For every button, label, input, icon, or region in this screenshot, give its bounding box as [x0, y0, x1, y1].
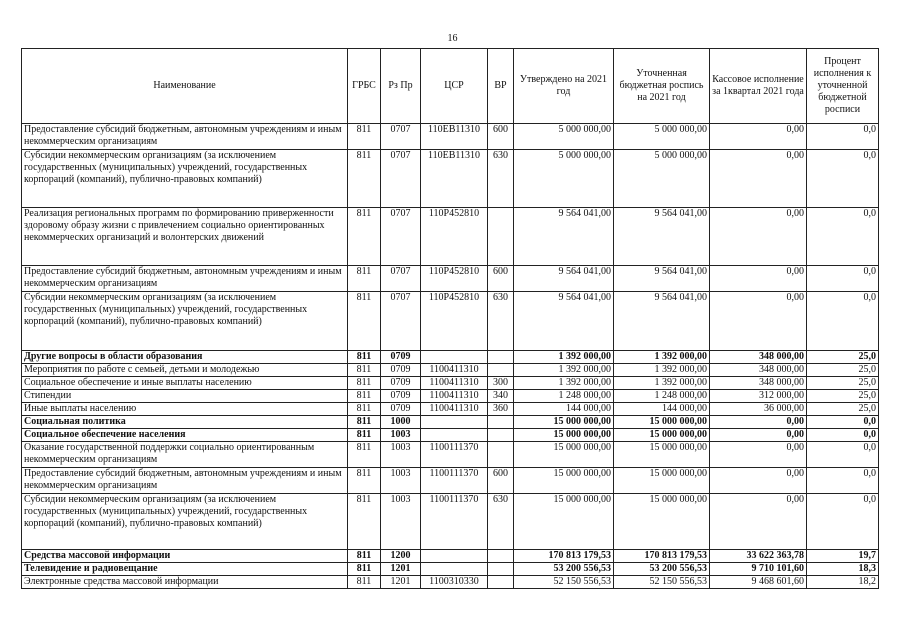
- row-approved: 1 392 000,00: [514, 377, 614, 390]
- table-row: [22, 550, 879, 563]
- row-grbs: 811: [348, 550, 381, 563]
- row-grbs: 811: [348, 429, 381, 442]
- row-csr: 110Р452810: [421, 292, 488, 351]
- row-name: Электронные средства массовой информации: [22, 576, 348, 589]
- row-approved: 1 392 000,00: [514, 351, 614, 364]
- row-grbs: 811: [348, 390, 381, 403]
- row-vr: 630: [488, 494, 514, 550]
- table-row: [22, 442, 879, 468]
- table-row: [22, 403, 879, 416]
- row-grbs: 811: [348, 364, 381, 377]
- row-refined: 1 392 000,00: [614, 377, 710, 390]
- row-refined: 15 000 000,00: [614, 416, 710, 429]
- row-vr: [488, 364, 514, 377]
- row-name: Социальное обеспечение и иные выплаты населению: [22, 377, 348, 390]
- row-name: Субсидии некоммерческим организациям (за исключением государственных (муниципальных) учреждений, государственных корпораций (компаний), публично-правовых компаний): [22, 292, 348, 351]
- row-name: Субсидии некоммерческим организациям (за исключением государственных (муниципальных) учреждений, государственных корпораций (компаний), публично-правовых компаний): [22, 150, 348, 208]
- row-refined: 52 150 556,53: [614, 576, 710, 589]
- row-grbs: 811: [348, 576, 381, 589]
- row-csr: 1100411310: [421, 377, 488, 390]
- table-row: [22, 351, 879, 364]
- table-row: [22, 416, 879, 429]
- row-name: Социальное обеспечение населения: [22, 429, 348, 442]
- row-refined: 5 000 000,00: [614, 150, 710, 208]
- table-row: [22, 576, 879, 589]
- row-percent: 0,0: [807, 494, 879, 550]
- row-refined: 170 813 179,53: [614, 550, 710, 563]
- row-cash: 312 000,00: [710, 390, 807, 403]
- row-refined: 9 564 041,00: [614, 292, 710, 351]
- row-grbs: 811: [348, 351, 381, 364]
- row-percent: 18,2: [807, 576, 879, 589]
- row-csr: [421, 563, 488, 576]
- row-percent: 0,0: [807, 266, 879, 292]
- row-approved: 52 150 556,53: [514, 576, 614, 589]
- row-refined: 15 000 000,00: [614, 429, 710, 442]
- row-name: Другие вопросы в области образования: [22, 351, 348, 364]
- row-approved: 144 000,00: [514, 403, 614, 416]
- row-name: Оказание государственной поддержки социально ориентированным некоммерческим организациям: [22, 442, 348, 468]
- col-header-rzpr: Рз Пр: [381, 49, 421, 124]
- table-row: [22, 429, 879, 442]
- row-approved: 9 564 041,00: [514, 266, 614, 292]
- row-rzpr: 0709: [381, 403, 421, 416]
- row-cash: 0,00: [710, 208, 807, 266]
- row-cash: 0,00: [710, 292, 807, 351]
- row-rzpr: 1201: [381, 563, 421, 576]
- col-header-vr: ВР: [488, 49, 514, 124]
- table-row: [22, 390, 879, 403]
- row-name: Предоставление субсидий бюджетным, автономным учреждениям и иным некоммерческим организациям: [22, 266, 348, 292]
- row-csr: 110ЕВ11310: [421, 124, 488, 150]
- row-refined: 5 000 000,00: [614, 124, 710, 150]
- row-approved: 1 248 000,00: [514, 390, 614, 403]
- row-percent: 0,0: [807, 124, 879, 150]
- col-header-cash: Кассовое исполнение за 1квартал 2021 года: [710, 49, 807, 124]
- row-approved: 5 000 000,00: [514, 150, 614, 208]
- header-row: [22, 49, 879, 124]
- budget-table: [21, 48, 879, 589]
- row-name: Средства массовой информации: [22, 550, 348, 563]
- row-grbs: 811: [348, 377, 381, 390]
- col-header-name: Наименование: [22, 49, 348, 124]
- row-refined: 15 000 000,00: [614, 494, 710, 550]
- row-cash: 0,00: [710, 150, 807, 208]
- row-name: Субсидии некоммерческим организациям (за исключением государственных (муниципальных) учреждений, государственных корпораций (компаний), публично-правовых компаний): [22, 494, 348, 550]
- row-csr: 1100310330: [421, 576, 488, 589]
- row-vr: 340: [488, 390, 514, 403]
- row-refined: 15 000 000,00: [614, 468, 710, 494]
- row-name: Предоставление субсидий бюджетным, автономным учреждениям и иным некоммерческим организациям: [22, 468, 348, 494]
- row-vr: 630: [488, 292, 514, 351]
- row-grbs: 811: [348, 208, 381, 266]
- col-header-percent: Процент исполнения к уточненной бюджетной росписи: [807, 49, 879, 124]
- row-csr: 1100111370: [421, 442, 488, 468]
- row-refined: 1 392 000,00: [614, 351, 710, 364]
- row-approved: 15 000 000,00: [514, 494, 614, 550]
- row-grbs: 811: [348, 468, 381, 494]
- row-grbs: 811: [348, 124, 381, 150]
- row-rzpr: 1003: [381, 429, 421, 442]
- row-grbs: 811: [348, 563, 381, 576]
- row-cash: 0,00: [710, 429, 807, 442]
- row-grbs: 811: [348, 442, 381, 468]
- row-cash: 36 000,00: [710, 403, 807, 416]
- row-rzpr: 0709: [381, 364, 421, 377]
- row-percent: 0,0: [807, 150, 879, 208]
- row-approved: 53 200 556,53: [514, 563, 614, 576]
- row-vr: 600: [488, 266, 514, 292]
- row-rzpr: 1003: [381, 442, 421, 468]
- row-percent: 25,0: [807, 377, 879, 390]
- row-refined: 1 392 000,00: [614, 364, 710, 377]
- table-row: [22, 364, 879, 377]
- row-approved: 9 564 041,00: [514, 292, 614, 351]
- row-vr: [488, 429, 514, 442]
- row-name: Иные выплаты населению: [22, 403, 348, 416]
- row-csr: 1100111370: [421, 468, 488, 494]
- row-name: Реализация региональных программ по формированию приверженности здоровому образу жизни с привлечением социально ориентированных некоммерческих организаций и волонтерских движений: [22, 208, 348, 266]
- row-vr: 300: [488, 377, 514, 390]
- row-cash: 0,00: [710, 416, 807, 429]
- row-percent: 0,0: [807, 292, 879, 351]
- row-csr: 1100411310: [421, 390, 488, 403]
- row-rzpr: 0707: [381, 266, 421, 292]
- row-grbs: 811: [348, 494, 381, 550]
- row-csr: [421, 416, 488, 429]
- row-rzpr: 0707: [381, 292, 421, 351]
- row-cash: 0,00: [710, 442, 807, 468]
- table-row: [22, 124, 879, 150]
- col-header-grbs: ГРБС: [348, 49, 381, 124]
- row-approved: 5 000 000,00: [514, 124, 614, 150]
- row-vr: 600: [488, 468, 514, 494]
- row-cash: 9 710 101,60: [710, 563, 807, 576]
- row-approved: 170 813 179,53: [514, 550, 614, 563]
- row-csr: 1100411310: [421, 364, 488, 377]
- row-percent: 0,0: [807, 208, 879, 266]
- row-vr: [488, 416, 514, 429]
- row-vr: [488, 208, 514, 266]
- row-percent: 25,0: [807, 403, 879, 416]
- table-row: [22, 266, 879, 292]
- row-rzpr: 0707: [381, 208, 421, 266]
- row-csr: 110Р452810: [421, 208, 488, 266]
- row-rzpr: 1000: [381, 416, 421, 429]
- row-cash: 0,00: [710, 468, 807, 494]
- row-refined: 15 000 000,00: [614, 442, 710, 468]
- row-percent: 0,0: [807, 442, 879, 468]
- row-percent: 0,0: [807, 416, 879, 429]
- row-cash: 0,00: [710, 266, 807, 292]
- row-name: Мероприятия по работе с семьей, детьми и молодежью: [22, 364, 348, 377]
- row-percent: 18,3: [807, 563, 879, 576]
- table-row: [22, 377, 879, 390]
- table-body: [22, 124, 879, 589]
- row-percent: 19,7: [807, 550, 879, 563]
- row-percent: 0,0: [807, 429, 879, 442]
- row-vr: [488, 442, 514, 468]
- row-rzpr: 1003: [381, 494, 421, 550]
- table-row: [22, 494, 879, 550]
- row-vr: [488, 351, 514, 364]
- row-grbs: 811: [348, 292, 381, 351]
- row-name: Стипендии: [22, 390, 348, 403]
- row-percent: 25,0: [807, 351, 879, 364]
- row-name: Телевидение и радиовещание: [22, 563, 348, 576]
- row-rzpr: 0709: [381, 390, 421, 403]
- row-vr: [488, 576, 514, 589]
- row-refined: 144 000,00: [614, 403, 710, 416]
- table-row: [22, 292, 879, 351]
- row-refined: 9 564 041,00: [614, 266, 710, 292]
- row-approved: 9 564 041,00: [514, 208, 614, 266]
- row-approved: 15 000 000,00: [514, 468, 614, 494]
- row-cash: 348 000,00: [710, 364, 807, 377]
- row-csr: [421, 429, 488, 442]
- col-header-refined: Уточненная бюджетная роспись на 2021 год: [614, 49, 710, 124]
- row-csr: 110Р452810: [421, 266, 488, 292]
- row-grbs: 811: [348, 403, 381, 416]
- row-cash: 33 622 363,78: [710, 550, 807, 563]
- row-cash: 0,00: [710, 124, 807, 150]
- row-csr: 1100411310: [421, 403, 488, 416]
- row-grbs: 811: [348, 266, 381, 292]
- table-row: [22, 563, 879, 576]
- row-approved: 15 000 000,00: [514, 416, 614, 429]
- row-rzpr: 0709: [381, 351, 421, 364]
- page-number: 16: [447, 33, 458, 44]
- row-grbs: 811: [348, 150, 381, 208]
- row-percent: 25,0: [807, 364, 879, 377]
- row-rzpr: 0707: [381, 150, 421, 208]
- row-approved: 15 000 000,00: [514, 442, 614, 468]
- row-refined: 9 564 041,00: [614, 208, 710, 266]
- row-vr: 600: [488, 124, 514, 150]
- table-row: [22, 468, 879, 494]
- row-cash: 348 000,00: [710, 351, 807, 364]
- row-refined: 1 248 000,00: [614, 390, 710, 403]
- row-csr: 1100111370: [421, 494, 488, 550]
- row-grbs: 811: [348, 416, 381, 429]
- row-csr: 110ЕВ11310: [421, 150, 488, 208]
- row-csr: [421, 550, 488, 563]
- row-percent: 0,0: [807, 468, 879, 494]
- row-rzpr: 1200: [381, 550, 421, 563]
- row-rzpr: 0709: [381, 377, 421, 390]
- row-percent: 25,0: [807, 390, 879, 403]
- row-rzpr: 1003: [381, 468, 421, 494]
- table-row: [22, 150, 879, 208]
- row-rzpr: 1201: [381, 576, 421, 589]
- row-vr: [488, 550, 514, 563]
- col-header-approved: Утверждено на 2021 год: [514, 49, 614, 124]
- row-vr: [488, 563, 514, 576]
- row-name: Предоставление субсидий бюджетным, автономным учреждениям и иным некоммерческим организациям: [22, 124, 348, 150]
- row-vr: 630: [488, 150, 514, 208]
- row-refined: 53 200 556,53: [614, 563, 710, 576]
- col-header-csr: ЦСР: [421, 49, 488, 124]
- row-cash: 9 468 601,60: [710, 576, 807, 589]
- row-vr: 360: [488, 403, 514, 416]
- row-rzpr: 0707: [381, 124, 421, 150]
- table-row: [22, 208, 879, 266]
- row-name: Социальная политика: [22, 416, 348, 429]
- row-cash: 348 000,00: [710, 377, 807, 390]
- row-approved: 15 000 000,00: [514, 429, 614, 442]
- row-approved: 1 392 000,00: [514, 364, 614, 377]
- row-csr: [421, 351, 488, 364]
- row-cash: 0,00: [710, 494, 807, 550]
